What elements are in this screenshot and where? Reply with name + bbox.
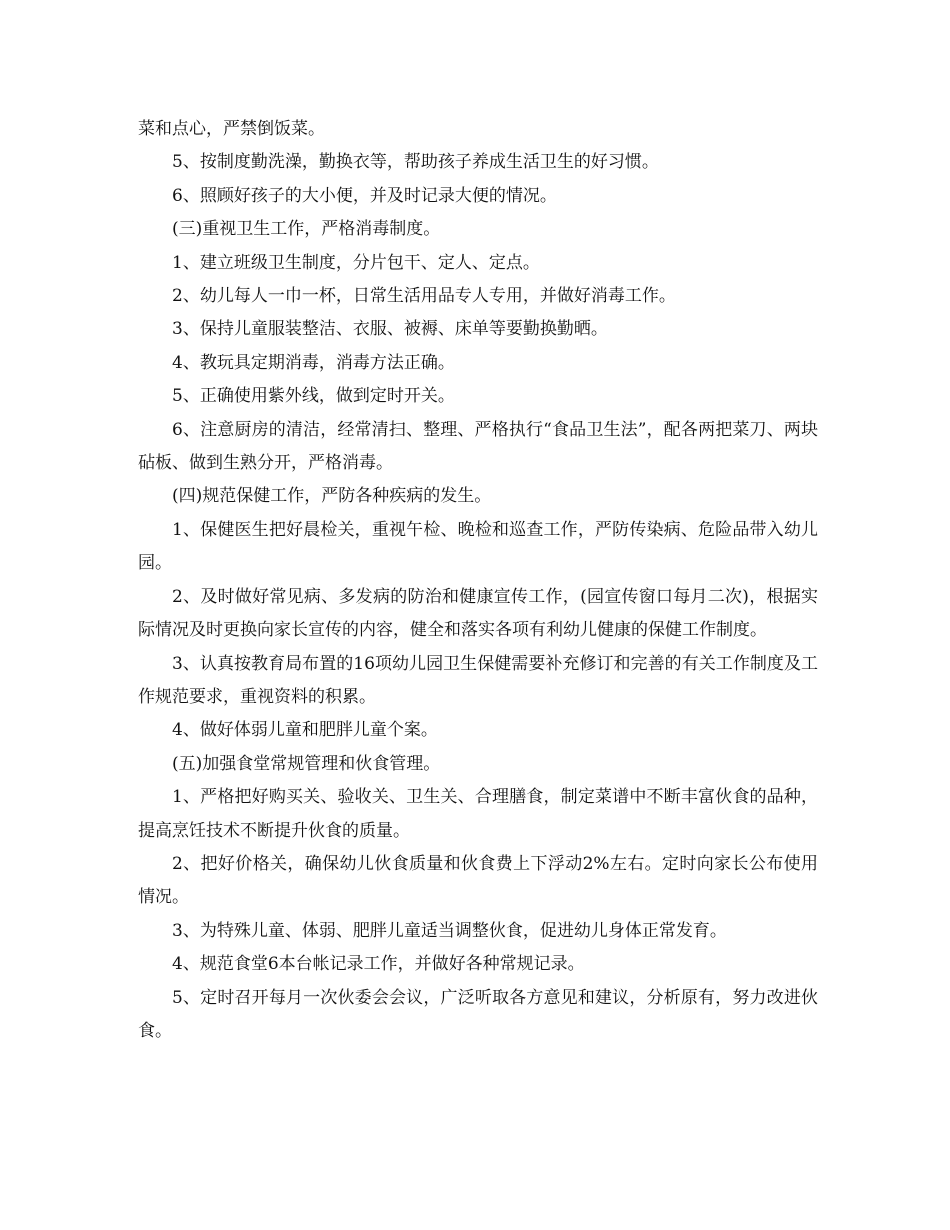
paragraph: 4、教玩具定期消毒，消毒方法正确。: [172, 352, 455, 373]
paragraph: 4、做好体弱儿童和肥胖儿童个案。: [172, 720, 438, 741]
paragraph: 2、幼儿每人一巾一杯，日常生活用品专人专用，并做好消毒工作。: [172, 286, 676, 307]
paragraph: 5、按制度勤洗澡，勤换衣等，帮助孩子养成生活卫生的好习惯。: [172, 152, 659, 173]
paragraph: 1、保健医生把好晨检关，重视午检、晚检和巡查工作，严防传染病、危险品带入幼儿园。: [138, 519, 818, 574]
paragraph: 1、建立班级卫生制度，分片包干、定人、定点。: [172, 252, 540, 273]
paragraph: 3、为特殊儿童、体弱、肥胖儿童适当调整伙食，促进幼儿身体正常发育。: [172, 920, 727, 941]
paragraph: 3、保持儿童服装整洁、衣服、被褥、床单等要勤换勤晒。: [172, 319, 608, 340]
paragraph: 5、定时召开每月一次伙委会会议，广泛听取各方意见和建议，分析原有，努力改进伙食。: [138, 987, 818, 1041]
paragraph: 2、把好价格关，确保幼儿伙食质量和伙食费上下浮动2%左右。定时向家长公布使用情况。: [138, 853, 818, 908]
section-heading: (三)重视卫生工作，严格消毒制度。: [172, 219, 441, 240]
section-heading: (四)规范保健工作，严防各种疾病的发生。: [172, 486, 492, 507]
document-body: [138, 113, 818, 1048]
section-heading: (五)加强食堂常规管理和伙食管理。: [172, 753, 441, 774]
paragraph: 6、注意厨房的清洁，经常清扫、整理、严格执行“食品卫生法”，配各两把菜刀、两块砧板、做到生熟分开，严格消毒。: [138, 419, 818, 474]
paragraph: 6、照顾好孩子的大小便，并及时记录大便的情况。: [172, 185, 557, 206]
paragraph: 4、规范食堂6本台帐记录工作，并做好各种常规记录。: [172, 954, 585, 975]
paragraph: 1、严格把好购买关、验收关、卫生关、合理膳食，制定菜谱中不断丰富伙食的品种，提高烹饪技术不断提升伙食的质量。: [138, 787, 818, 841]
paragraph: 菜和点心，严禁倒饭菜。: [138, 119, 325, 139]
paragraph: 2、及时做好常见病、多发病的防治和健康宣传工作，(园宣传窗口每月二次)，根据实际情况及时更换向家长宣传的内容，健全和落实各项有利幼儿健康的保健工作制度。: [138, 586, 818, 641]
paragraph: 3、认真按教育局布置的16项幼儿园卫生保健需要补充修订和完善的有关工作制度及工作规范要求，重视资料的积累。: [138, 653, 818, 707]
paragraph: 5、正确使用紫外线，做到定时开关。: [172, 386, 455, 407]
